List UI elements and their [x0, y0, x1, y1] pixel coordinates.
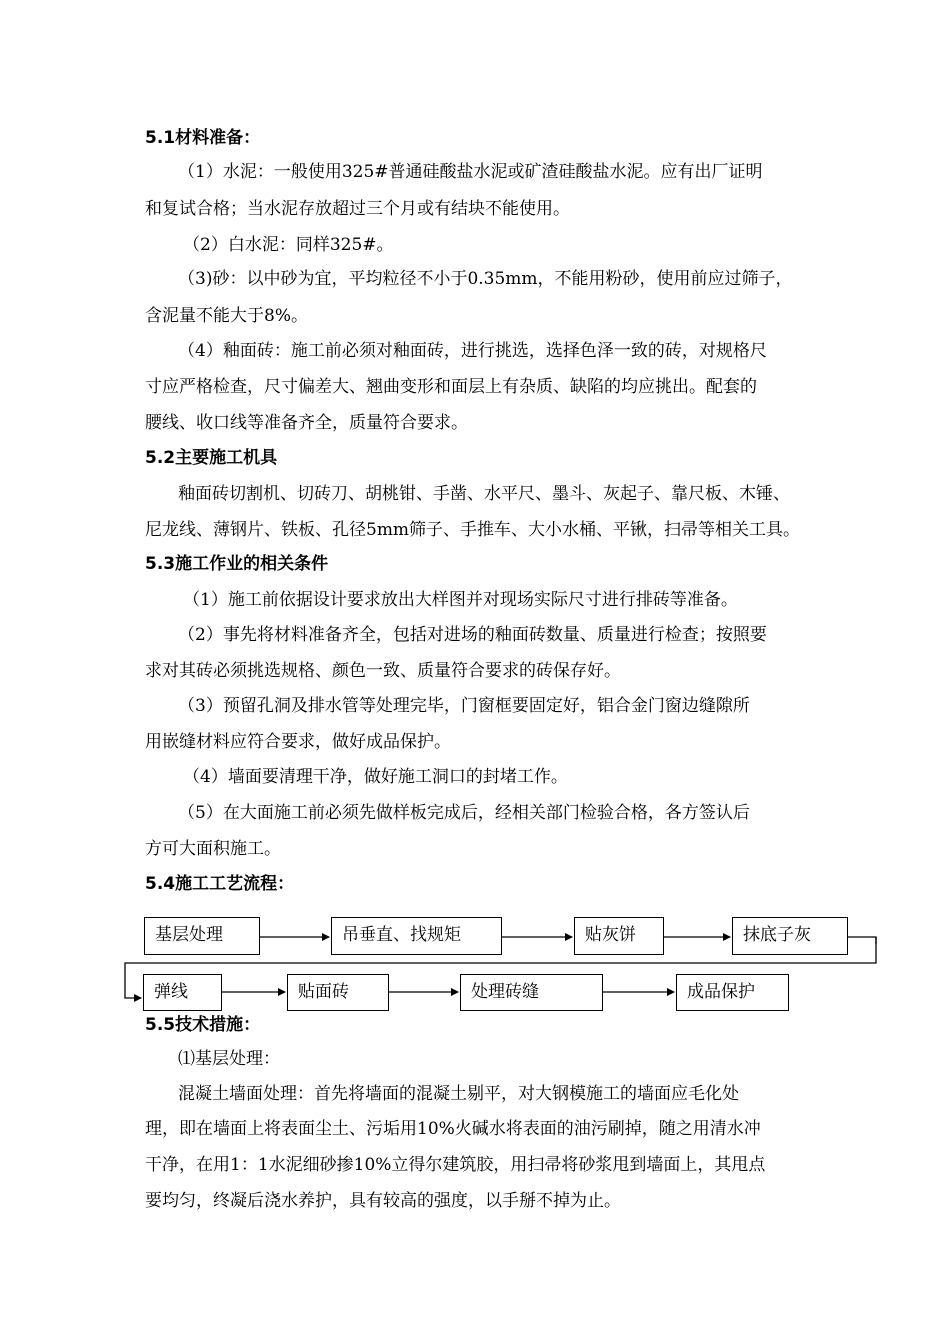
paragraph-line: 混凝土墙面处理：首先将墙面的混凝土剔平，对大钢模施工的墙面应毛化处	[178, 1084, 739, 1104]
flow-step-lay-tiles: 贴面砖	[287, 974, 389, 1011]
paragraph-line: 寸应严格检查，尺寸偏差大、翘曲变形和面层上有杂质、缺陷的均应挑出。配套的	[145, 377, 757, 397]
paragraph-line: （4）墙面要清理干净，做好施工洞口的封堵工作。	[183, 767, 568, 787]
paragraph-line: （1）水泥：一般使用325#普通硅酸盐水泥或矿渣硅酸盐水泥。应有出厂证明	[178, 162, 763, 182]
section-5-4-heading: 5.4施工工艺流程：	[145, 874, 295, 894]
paragraph-line: 釉面砖切割机、切砖刀、胡桃钳、手凿、水平尺、墨斗、灰起子、靠尺板、木锤、	[178, 484, 790, 504]
paragraph-line: 方可大面积施工。	[145, 839, 281, 859]
paragraph-line: 含泥量不能大于8%。	[145, 306, 308, 326]
section-5-3-heading: 5.3施工作业的相关条件	[145, 554, 329, 574]
flow-step-finished-protection: 成品保护	[676, 974, 789, 1011]
flow-step-base-coat: 抹底子灰	[732, 917, 848, 955]
flow-step-level-pads: 贴灰饼	[574, 917, 664, 955]
section-5-2-heading: 5.2主要施工机具	[145, 448, 278, 468]
paragraph-line: 尼龙线、薄钢片、铁板、孔径5mm筛子、手推车、大小水桶、平锹，扫帚等相关工具。	[145, 520, 801, 540]
paragraph-line: ⑴基层处理：	[178, 1049, 280, 1069]
paragraph-line: （5）在大面施工前必须先做样板完成后，经相关部门检验合格，各方签认后	[178, 803, 750, 823]
paragraph-line: （2）白水泥：同样325#。	[183, 235, 394, 255]
section-5-5-heading: 5.5技术措施：	[145, 1015, 261, 1035]
section-5-1-heading: 5.1材料准备：	[145, 128, 261, 148]
paragraph-line: （4）釉面砖：施工前必须对釉面砖，进行挑选，选择色泽一致的砖，对规格尺	[178, 341, 767, 361]
paragraph-line: 干净，在用1：1水泥细砂掺10%立得尔建筑胶，用扫帚将砂浆甩到墙面上，其甩点	[145, 1155, 766, 1175]
flow-step-snap-lines: 弹线	[143, 974, 222, 1011]
paragraph-line: 理，即在墙面上将表面尘土、污垢用10%火碱水将表面的油污刷掉，随之用清水冲	[145, 1119, 761, 1139]
paragraph-line: 和复试合格；当水泥存放超过三个月或有结块不能使用。	[145, 199, 570, 219]
flow-step-plumb-square: 吊垂直、找规矩	[331, 917, 502, 955]
paragraph-line: （3)砂：以中砂为宜，平均粒径不小于0.35mm，不能用粉砂，使用前应过筛子，	[178, 269, 793, 289]
flow-step-base-treatment: 基层处理	[144, 917, 260, 955]
paragraph-line: 求对其砖必须挑选规格、颜色一致、质量符合要求的砖保存好。	[145, 661, 621, 681]
paragraph-line: 用嵌缝材料应符合要求，做好成品保护。	[145, 732, 451, 752]
paragraph-line: 要均匀，终凝后浇水养护，具有较高的强度，以手掰不掉为止。	[145, 1191, 621, 1211]
flow-step-joint-treatment: 处理砖缝	[460, 974, 603, 1011]
paragraph-line: （3）预留孔洞及排水管等处理完毕，门窗框要固定好，铝合金门窗边缝隙所	[178, 696, 750, 716]
paragraph-line: 腰线、收口线等准备齐全，质量符合要求。	[145, 413, 468, 433]
paragraph-line: （2）事先将材料准备齐全，包括对进场的釉面砖数量、质量进行检查；按照要	[178, 625, 767, 645]
paragraph-line: （1）施工前依据设计要求放出大样图并对现场实际尺寸进行排砖等准备。	[183, 590, 738, 610]
